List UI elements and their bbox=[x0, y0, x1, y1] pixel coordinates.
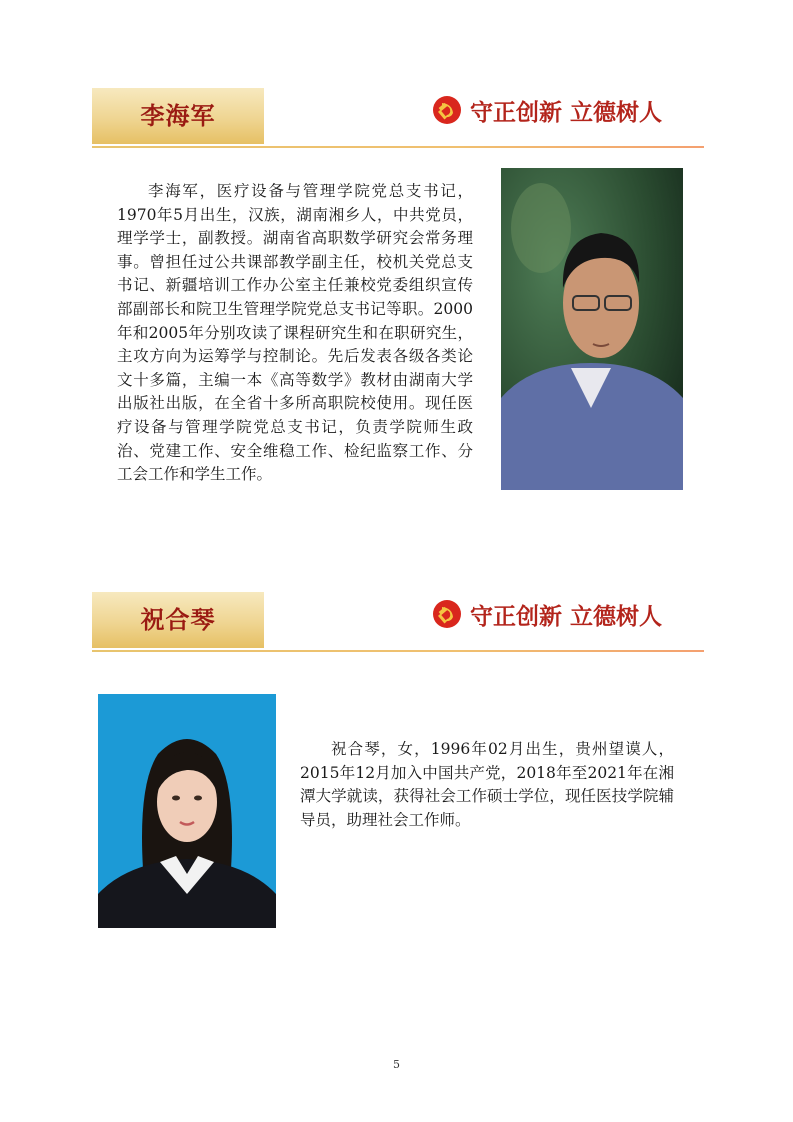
party-emblem-icon bbox=[432, 599, 462, 629]
portrait-photo bbox=[501, 168, 683, 490]
slogan bbox=[432, 90, 662, 130]
profile-name: 李海军 bbox=[140, 102, 216, 130]
page-number: 5 bbox=[393, 1058, 400, 1071]
slogan bbox=[432, 594, 662, 634]
party-emblem-icon bbox=[432, 95, 462, 125]
slogan-text: 守正创新 立德树人 bbox=[470, 99, 663, 126]
profile-name: 祝合琴 bbox=[140, 606, 216, 634]
name-tab bbox=[92, 88, 264, 144]
section-rule bbox=[92, 650, 704, 652]
name-tab bbox=[92, 592, 264, 648]
profile-header-1 bbox=[0, 88, 793, 158]
portrait-photo bbox=[98, 694, 276, 928]
slogan-text: 守正创新 立德树人 bbox=[470, 603, 663, 630]
profile-bio: 祝合琴，女，1996年02月出生，贵州望谟人，2015年12月加入中国共产党，2018年至2021年在湘潭大学就读，获得社会工作硕士学位，现任医技学院辅导员，助理社会工作师。 bbox=[300, 740, 674, 829]
profile-bio: 李海军，医疗设备与管理学院党总支书记，1970年5月出生，汉族，湖南湘乡人，中共党员，理学学士，副教授。湖南省高职数学研究会常务理事。曾担任过公共课部教学副主任，校机关党总支书记、新疆培训工作办公室主任兼校党委组织宣传部副部长和院卫生管理学院党总支书记等职。2000年和2005年分别攻读了课程研究生和在职研究生，主攻方向为运筹学与控制论。先后发表各级各类论文十多篇，主编一本《高等数学》教材由湖南大学出版社出版，在全省十多所高职院校使用。现任医疗设备与管理学院党总支书记，负责学院师生政治、党建工作、安全维稳工作、检纪监察工作、分工会工作和学生工作。 bbox=[117, 182, 473, 484]
profile-header-2 bbox=[0, 592, 793, 662]
section-rule bbox=[92, 146, 704, 148]
